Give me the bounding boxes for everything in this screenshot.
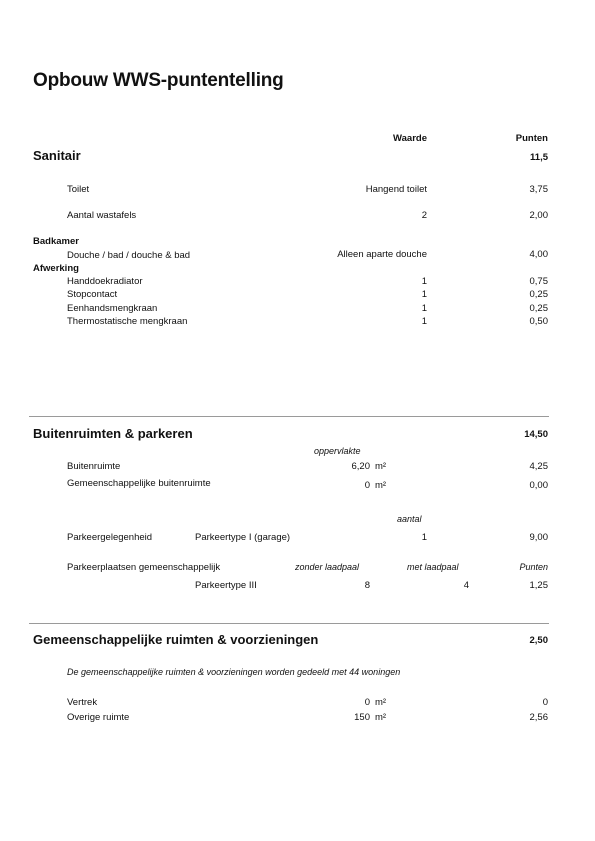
row-value: 1 bbox=[421, 303, 427, 314]
row-label: Gemeenschappelijke buitenruimte bbox=[67, 478, 211, 489]
section-total-gemeenschappelijk: 2,50 bbox=[529, 635, 548, 646]
subheading-afwerking: Afwerking bbox=[33, 263, 79, 274]
row-label: Thermostatische mengkraan bbox=[67, 316, 188, 327]
section-divider bbox=[29, 623, 549, 624]
row-value: Hangend toilet bbox=[365, 184, 427, 195]
section-title-gemeenschappelijk: Gemeenschappelijke ruimten & voorzieningen bbox=[33, 632, 319, 647]
row-value: Alleen aparte douche bbox=[337, 249, 427, 260]
row-value: 1 bbox=[421, 532, 427, 543]
row-label: Aantal wastafels bbox=[67, 210, 137, 221]
section-divider bbox=[29, 416, 549, 417]
row-label: Douche / bad / douche & bad bbox=[67, 250, 191, 261]
row-points: 0,25 bbox=[529, 289, 548, 300]
row-label: Overige ruimte bbox=[67, 712, 130, 723]
row-points: 0,50 bbox=[529, 316, 548, 327]
row-points: 0,75 bbox=[529, 276, 548, 287]
row-unit: m² bbox=[375, 461, 387, 472]
row-points: 4,25 bbox=[529, 461, 548, 472]
row-label-parkeergelegenheid: Parkeergelegenheid bbox=[67, 532, 153, 543]
row-points: 2,56 bbox=[529, 712, 548, 723]
header-punten: Punten bbox=[515, 133, 548, 144]
row-unit: m² bbox=[375, 712, 387, 723]
row-value: 0 bbox=[364, 480, 370, 491]
row-unit: m² bbox=[375, 697, 387, 708]
row-type: Parkeertype III bbox=[195, 580, 257, 591]
row-unit: m² bbox=[375, 480, 387, 491]
row-value: 0 bbox=[364, 697, 370, 708]
row-points: 3,75 bbox=[529, 184, 548, 195]
row-value: 1 bbox=[421, 316, 427, 327]
column-label-oppervlakte: oppervlakte bbox=[314, 446, 361, 456]
row-value: 150 bbox=[354, 712, 370, 723]
row-points: 0 bbox=[542, 697, 548, 708]
row-value-zonder: 8 bbox=[364, 580, 370, 591]
page-title: Opbouw WWS-puntentelling bbox=[33, 70, 284, 91]
row-label: Toilet bbox=[67, 184, 90, 195]
row-points: 1,25 bbox=[529, 580, 548, 591]
section-title-buitenruimten: Buitenruimten & parkeren bbox=[33, 426, 193, 441]
column-label-aantal: aantal bbox=[397, 514, 422, 524]
row-value-met: 4 bbox=[463, 580, 469, 591]
section-total-buitenruimten: 14,50 bbox=[524, 429, 548, 440]
header-waarde: Waarde bbox=[393, 133, 427, 144]
row-points: 0,00 bbox=[529, 480, 548, 491]
row-label: Stopcontact bbox=[67, 289, 118, 300]
row-value: 2 bbox=[421, 210, 427, 221]
row-points: 2,00 bbox=[529, 210, 548, 221]
subheading-badkamer: Badkamer bbox=[33, 236, 79, 247]
row-type: Parkeertype I (garage) bbox=[195, 532, 291, 543]
row-value: 1 bbox=[421, 276, 427, 287]
section-total-sanitair: 11,5 bbox=[530, 152, 548, 163]
note-gedeeld: De gemeenschappelijke ruimten & voorzieningen worden gedeeld met 44 woningen bbox=[67, 667, 401, 677]
section-title-sanitair: Sanitair bbox=[33, 148, 81, 163]
row-label-parkeerplaatsen: Parkeerplaatsen gemeenschappelijk bbox=[67, 562, 221, 573]
row-points: 0,25 bbox=[529, 303, 548, 314]
row-label: Buitenruimte bbox=[67, 461, 121, 472]
column-label-zonder-laadpaal: zonder laadpaal bbox=[295, 562, 360, 572]
column-label-met-laadpaal: met laadpaal bbox=[407, 562, 459, 572]
row-points: 4,00 bbox=[529, 249, 548, 260]
row-value: 6,20 bbox=[351, 461, 370, 472]
row-label: Eenhandsmengkraan bbox=[67, 303, 158, 314]
column-label-punten: Punten bbox=[519, 562, 548, 572]
row-label: Handdoekradiator bbox=[67, 276, 143, 287]
row-label: Vertrek bbox=[67, 697, 98, 708]
row-value: 1 bbox=[421, 289, 427, 300]
row-points: 9,00 bbox=[529, 532, 548, 543]
